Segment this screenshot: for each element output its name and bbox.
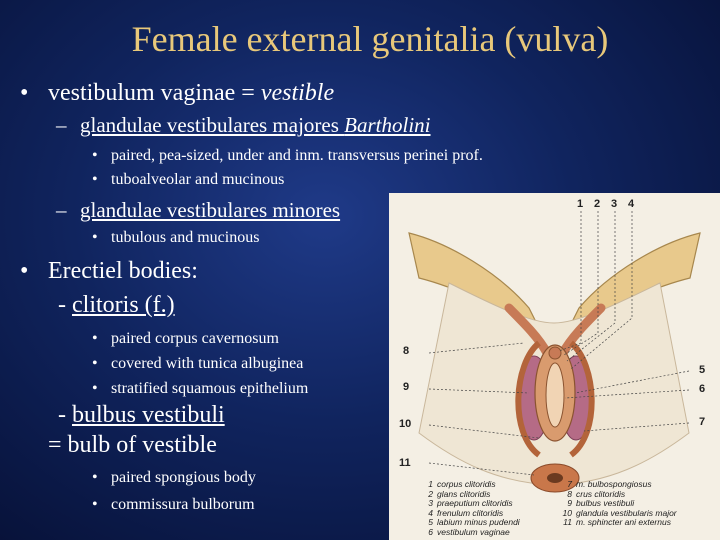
- list-item-text: tuboalveolar and mucinous: [111, 171, 285, 188]
- bartholini-label: Bartholini: [344, 113, 431, 137]
- clitoris-label: clitoris (f.): [72, 292, 175, 318]
- glandulae-majores-label: glandulae vestibulares majores: [80, 113, 345, 137]
- bulbus-label: bulbus vestibuli: [72, 402, 225, 428]
- bullet-dot: •: [92, 171, 98, 188]
- legend-number: 2: [428, 488, 433, 499]
- list-item-text: tubulous and mucinous: [111, 229, 260, 246]
- figure-number-label: 5: [699, 364, 706, 376]
- bullet-erectiel-bodies: [20, 258, 198, 285]
- legend-number: 10: [562, 507, 572, 518]
- glandulae-minores-text: glandulae vestibulares minores: [80, 198, 341, 222]
- bullet-vestibulum-text: vestibulum vaginae =: [48, 80, 261, 106]
- legend-column-left: [419, 480, 520, 538]
- legend-number: 6: [428, 526, 433, 537]
- anatomy-figure: [389, 193, 720, 540]
- list-item: [92, 380, 308, 398]
- legend-text: m. sphincter ani externus: [576, 517, 671, 528]
- legend-text: bulbus vestibuli: [576, 498, 635, 509]
- legend-text: corpus clitoridis: [437, 479, 496, 489]
- sub-glandulae-minores: [56, 198, 340, 223]
- list-item-text: covered with tunica albuginea: [111, 355, 304, 372]
- legend-number: 7: [567, 479, 572, 489]
- legend-text: labium minus pudendi: [437, 517, 520, 528]
- bullet-dot: •: [92, 229, 98, 246]
- bullet-dot: •: [92, 147, 98, 164]
- list-item: [92, 229, 259, 247]
- legend-text: frenulum clitoridis: [437, 507, 504, 518]
- legend-number: 11: [563, 517, 572, 528]
- legend-text: praeputium clitoridis: [437, 498, 513, 509]
- list-item-text: paired spongious body: [111, 469, 256, 486]
- sub-glandulae-majores: [56, 113, 431, 138]
- list-item-text: paired corpus cavernosum: [111, 330, 279, 347]
- legend-number: 5: [428, 517, 433, 528]
- list-item: [92, 171, 284, 189]
- bullet-vestibulum-italic: vestible: [260, 80, 335, 106]
- bullet-dot: •: [92, 469, 98, 486]
- legend-row: [419, 528, 520, 538]
- legend-number: 1: [428, 479, 433, 489]
- legend-text: crus clitoridis: [576, 488, 626, 499]
- glandulae-majores-text: [80, 113, 431, 137]
- legend-text: glans clitoridis: [437, 488, 491, 499]
- figure-number-label: 2: [594, 198, 601, 210]
- list-item: [92, 330, 279, 348]
- list-item: [92, 355, 303, 373]
- bulbus-prefix: -: [58, 402, 72, 428]
- list-item-text: paired, pea-sized, under and inm. transversus perinei prof.: [111, 147, 483, 164]
- figure-number-label: 4: [628, 198, 635, 210]
- figure-number-label: 7: [699, 416, 706, 428]
- legend-number: 9: [567, 498, 572, 509]
- slide-title: Female external genitalia (vulva): [131, 19, 609, 59]
- bullet-dot: •: [92, 330, 98, 347]
- legend-number: 4: [428, 507, 433, 518]
- legend-column-right: [558, 480, 677, 528]
- clitoris-prefix: -: [58, 292, 72, 318]
- legend-text: vestibulum vaginae: [437, 526, 510, 537]
- clitoris-heading: [58, 292, 175, 319]
- list-item: [92, 469, 256, 487]
- bullet-dot: •: [92, 496, 98, 513]
- legend-number: 8: [567, 488, 572, 499]
- erectiel-bodies-text: Erectiel bodies:: [48, 258, 198, 284]
- bullet-vestibulum: [20, 80, 334, 107]
- figure-number-label: 9: [403, 381, 410, 393]
- figure-number-label: 6: [699, 383, 706, 395]
- bulbus-heading: [58, 402, 225, 429]
- legend-text: m. bulbospongiosus: [576, 479, 652, 489]
- figure-number-label: 10: [399, 418, 412, 430]
- legend-number: 3: [428, 498, 433, 509]
- dash-marker: –: [56, 198, 67, 222]
- figure-number-label: 11: [399, 457, 411, 469]
- dash-marker: –: [56, 113, 67, 137]
- bullet-dot: •: [20, 80, 29, 106]
- list-item: [92, 496, 255, 514]
- legend-text: glandula vestibularis major: [576, 507, 677, 518]
- bullet-dot: •: [92, 380, 98, 397]
- bullet-dot: •: [92, 355, 98, 372]
- bulbus-line2: = bulb of vestible: [48, 432, 217, 458]
- list-item-text: commissura bulborum: [111, 496, 255, 513]
- figure-number-label: 8: [403, 345, 410, 357]
- list-item-text: stratified squamous epithelium: [111, 380, 309, 397]
- bullet-dot: •: [20, 258, 29, 284]
- legend-row: [558, 518, 677, 528]
- list-item: [92, 147, 483, 165]
- figure-number-label: 3: [611, 198, 618, 210]
- figure-number-label: 1: [577, 198, 584, 210]
